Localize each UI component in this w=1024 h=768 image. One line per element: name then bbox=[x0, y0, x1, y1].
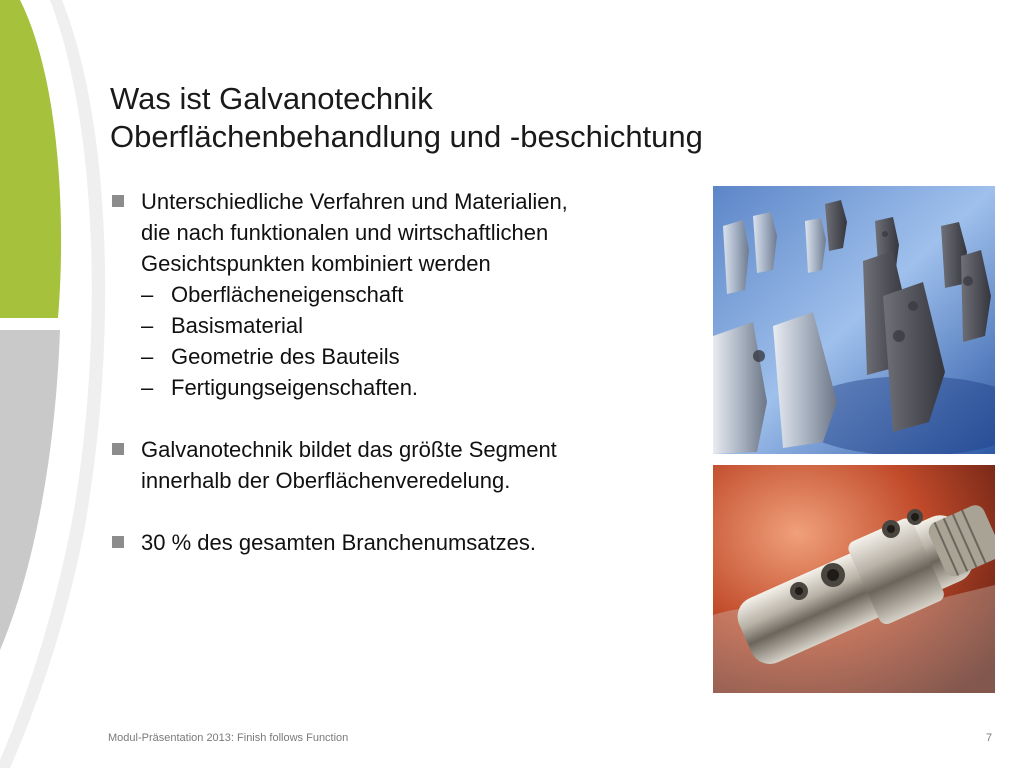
footer-text: Modul-Präsentation 2013: Finish follows Function bbox=[108, 732, 349, 744]
sub-item-label: Fertigungseigenschaften. bbox=[171, 375, 419, 400]
bullet-line: Galvanotechnik bildet das größte Segment bbox=[141, 437, 557, 462]
bullet-item bbox=[110, 527, 670, 558]
slide-title bbox=[110, 80, 870, 156]
dash-marker: – bbox=[141, 313, 154, 338]
page-number: 7 bbox=[986, 732, 993, 744]
sub-item bbox=[110, 372, 670, 403]
square-bullet-icon bbox=[112, 536, 124, 548]
sub-item-label: Oberflächeneigenschaft bbox=[171, 282, 404, 307]
title-line-1: Was ist Galvanotechnik bbox=[110, 81, 433, 116]
bullet-item bbox=[110, 186, 670, 279]
bullet-list bbox=[110, 186, 670, 558]
sub-item bbox=[110, 279, 670, 310]
sub-item-label: Geometrie des Bauteils bbox=[171, 344, 400, 369]
sub-item bbox=[110, 341, 670, 372]
square-bullet-icon bbox=[112, 443, 124, 455]
metal-parts-photo bbox=[713, 186, 995, 454]
bullet-line: Unterschiedliche Verfahren und Materialien, bbox=[141, 189, 568, 214]
square-bullet-icon bbox=[112, 195, 124, 207]
dash-marker: – bbox=[141, 344, 154, 369]
bullet-line: innerhalb der Oberflächenveredelung. bbox=[141, 468, 511, 493]
bullet-line: die nach funktionalen und wirtschaftlichen bbox=[141, 220, 549, 245]
sub-item-label: Basismaterial bbox=[171, 313, 304, 338]
sub-item bbox=[110, 310, 670, 341]
dash-marker: – bbox=[141, 375, 154, 400]
plated-fitting-photo bbox=[713, 465, 995, 693]
bullet-item bbox=[110, 434, 670, 496]
bullet-line: 30 % des gesamten Branchenumsatzes. bbox=[141, 530, 537, 555]
dash-marker: – bbox=[141, 282, 154, 307]
bullet-line: Gesichtspunkten kombiniert werden bbox=[141, 251, 491, 276]
title-line-2: Oberflächenbehandlung und -beschichtung bbox=[110, 119, 703, 154]
